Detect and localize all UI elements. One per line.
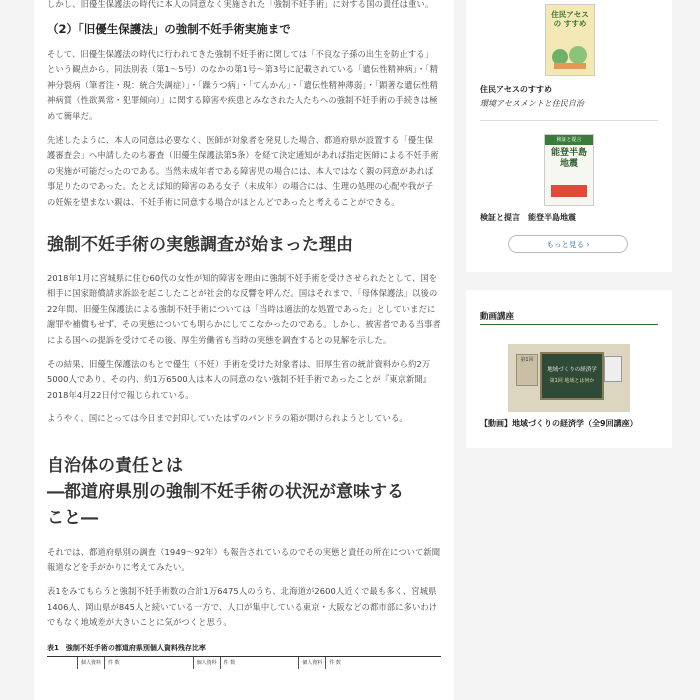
article-paragraph: 2018年1月に宮城県に住む60代の女性が知的障害を理由に強制不妊手術を受けさせられたとして、国を相手に国家賠償請求訴訟を起こしたことが社会的な反響を呼んだ。国はそれまで、「母体保護法」以後の22年間、旧優生保護法による強制不妊手術については「当時は適法的な処置であった」としていまだに謝罪や補償もせず、その実態についても明らかにしてこなかったのである。しかし、被害者である当事者による国への提訴を受けてその後、厚生労働省も当時の実態を調査するとの見解を示した。: [47, 272, 441, 345]
book-cover-title: 住民アセスの すすめ: [551, 10, 589, 28]
table-header: 件 数: [104, 657, 123, 669]
video-badge: 第1回: [516, 354, 538, 386]
section-heading-line: ―都道府県別の強制不妊手術の状況が意味する: [47, 481, 404, 502]
divider: [480, 120, 658, 121]
book-cover-top: 検証と提言: [545, 135, 593, 145]
more-label: もっと見る: [546, 240, 585, 249]
book-cover-title: 能登半島 地震: [550, 148, 587, 169]
video-caption[interactable]: 【動画】地域づくりの経済学（全9回講座）: [480, 419, 638, 428]
video-thumb-text: 地域づくりの経済学: [547, 367, 597, 373]
book-cover-illustration: [546, 43, 594, 73]
book-title[interactable]: 住民アセスのすすめ: [480, 85, 552, 94]
table-header: 個人資料: [193, 657, 220, 669]
book-cover-jumin-assess[interactable]: [545, 4, 595, 76]
prefecture-table: [47, 656, 441, 697]
article-paragraph: そして、旧優生保護法の時代に行われてきた強制不妊手術に関しては「不良な子孫の出生を防止する」という観点から、同法別表（第1〜5号）のなかの第1号〜第3号に記載されている「遺伝性精神病」・「精神分裂病（筆者注・現：統合失調症）」・「躁うつ病」・「てんかん」・「遺伝性精神薄弱」・「顕著な遺伝性精神病質（性欲異常・犯罪傾向）」に関する障害や疾患とみなされた人たちへの強制不妊手術の手続きは極めて簡単だ。: [47, 48, 439, 121]
video-thumb-sub: 第1回 地域とは何か: [549, 378, 595, 384]
table-caption: 表1 強制不妊手術の都道府県別個人資料残存比率: [47, 643, 206, 652]
video-thumbnail[interactable]: [508, 344, 630, 412]
video-section-title: 動画講座: [480, 312, 515, 322]
video-board: [540, 352, 604, 400]
section-heading: [47, 453, 441, 531]
article-paragraph: それでは、都道府県別の調査（1949〜92年）も報告されているのでその実態と責任の所在について新聞報道などを手がかりに考えてみたい。: [47, 546, 441, 573]
chevron-right-icon: ›: [586, 240, 590, 249]
book-subtitle: 環境アセスメントと住民自治: [480, 99, 584, 108]
article-paragraph: ようやく、国にとっては今日まで封印していたはずのパンドラの箱が開けられようとしている。: [47, 413, 408, 424]
section-heading-line: こと―: [47, 507, 98, 528]
book-sidebar-card: [466, 0, 672, 272]
article-paragraph: その結果、旧優生保護法のもとで優生（不妊）手術を受けた対象者は、旧厚生省の統計資料から約2万5000人であり、その内、約1万6500人は本人の同意のない強制不妊手術であったことが『東京新聞』2018年4月22日付で報じられている。: [47, 358, 432, 400]
table-header: 個人資料: [298, 657, 325, 669]
video-sidebar-card: [466, 290, 672, 448]
section-subheading: （2）「旧優生保護法」の強制不妊手術実施まで: [47, 21, 291, 36]
section-underline: [480, 324, 658, 325]
table-header: 個人資料: [77, 657, 104, 669]
presenter-figure: [604, 356, 622, 382]
book-cover-noto-earthquake[interactable]: [544, 134, 594, 206]
book-title[interactable]: 検証と提言 能登半島地震: [480, 213, 576, 222]
article-paragraph: しかし、旧優生保護法の時代に本人の同意なく実施された「強制不妊手術」に対する国の責任は重い。: [47, 0, 434, 9]
article-paragraph: 表1をみてもらうと強制不妊手術数の合計1万6475人のうち、北海道が2600人近くで最も多く、宮城県1406人、岡山県が845人と続いている一方で、人口が集中している東京・大阪などの都市部に多いわけでもなく地域差が大きいことに気がつくと思う。: [47, 586, 438, 628]
table-header: 件 数: [325, 657, 344, 669]
book-cover-band: [551, 185, 587, 197]
section-heading: 強制不妊手術の実態調査が始まった理由: [47, 234, 353, 255]
table-header: 件 数: [220, 657, 239, 669]
more-button[interactable]: [508, 235, 628, 253]
section-heading-line: 自治体の責任とは: [47, 455, 183, 476]
article-paragraph: 先述したように、本人の同意は必要なく、医師が対象者を発見した場合、都道府県が設置する「優生保護審査会」へ申請したのち審査（旧優生保護法第5条）を経て決定通知があれば指定医師による不妊手術の実施が可能だったのである。当然未成年者である障害児の場合には、本人ではなく親の同意があれば事足りたのであった。たとえば知的障害のある女子（未成年）の場合には、生理の処理の心配や我が子の妊娠を望まない親は、不妊手術に同意する場合がほとんどであったと考えることができる。: [47, 134, 439, 207]
article-column: [34, 0, 454, 700]
